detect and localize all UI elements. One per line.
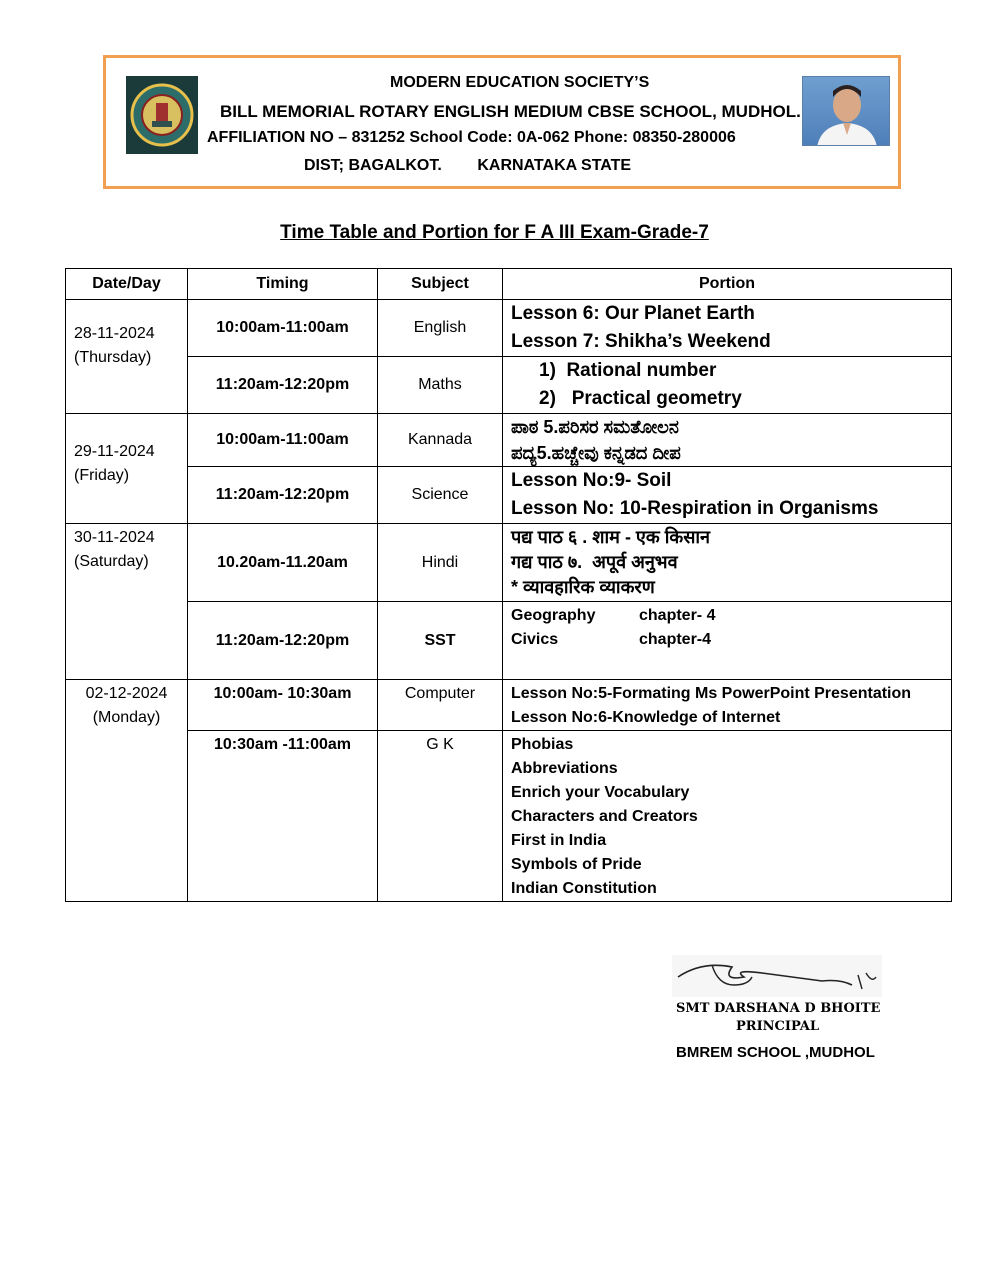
portion-cell: पद्य पाठ ६ . शाम - एक किसान गद्य पाठ ७. अपूर्व अनुभव * व्यावहारिक व्याकरण xyxy=(503,524,952,602)
signature-image xyxy=(672,955,882,997)
portion-cell: Lesson 6: Our Planet Earth Lesson 7: Shikha’s Weekend xyxy=(503,300,952,357)
table-row xyxy=(66,680,952,731)
timing-cell: 11:20am-12:20pm xyxy=(188,602,378,680)
portion-cell: Lesson No:9- Soil Lesson No: 10-Respiration in Organisms xyxy=(503,467,952,524)
timetable xyxy=(65,268,952,902)
header-district: DIST; BAGALKOT. KARNATAKA STATE xyxy=(304,157,632,174)
timing-cell: 10:00am-11:00am xyxy=(188,300,378,357)
table-header-row xyxy=(66,269,952,300)
timing-cell: 10:00am-11:00am xyxy=(188,414,378,467)
header-date: Date/Day xyxy=(66,269,188,300)
subject-cell: English xyxy=(378,300,503,357)
header-subject: Subject xyxy=(378,269,503,300)
subject-cell: Kannada xyxy=(378,414,503,467)
timing-cell: 11:20am-12:20pm xyxy=(188,357,378,414)
header-society: MODERN EDUCATION SOCIETY’S xyxy=(390,74,650,91)
subject-cell: Hindi xyxy=(378,524,503,602)
date-cell: 29-11-2024 (Friday) xyxy=(66,414,188,524)
subject-cell: Maths xyxy=(378,357,503,414)
principal-role: PRINCIPAL xyxy=(736,1019,820,1034)
timing-cell: 10.20am-11.20am xyxy=(188,524,378,602)
portrait-photo-icon xyxy=(802,76,890,146)
header-portion: Portion xyxy=(503,269,952,300)
date-cell: 02-12-2024 (Monday) xyxy=(66,680,188,902)
date-cell: 30-11-2024 (Saturday) xyxy=(66,524,188,680)
table-row xyxy=(66,357,952,414)
principal-name: SMT DARSHANA D BHOITE xyxy=(676,1001,881,1016)
subject-cell: SST xyxy=(378,602,503,680)
subject-cell: Computer xyxy=(378,680,503,731)
header-affiliation: AFFILIATION NO – 831252 School Code: 0A-062 Phone: 08350-280006 xyxy=(207,129,736,146)
school-short-name: BMREM SCHOOL ,MUDHOL xyxy=(676,1044,875,1061)
subject-cell: Science xyxy=(378,467,503,524)
table-row xyxy=(66,524,952,602)
page-title: Time Table and Portion for F A III Exam-Grade-7 xyxy=(280,222,709,243)
timing-cell: 10:30am -11:00am xyxy=(188,731,378,902)
table-row xyxy=(66,602,952,680)
table-row xyxy=(66,414,952,467)
header-timing: Timing xyxy=(188,269,378,300)
table-row xyxy=(66,731,952,902)
timing-cell: 10:00am- 10:30am xyxy=(188,680,378,731)
date-cell: 28-11-2024 (Thursday) xyxy=(66,300,188,414)
header-school-name: BILL MEMORIAL ROTARY ENGLISH MEDIUM CBSE SCHOOL, MUDHOL. xyxy=(220,102,801,121)
subject-cell: G K xyxy=(378,731,503,902)
school-emblem-icon xyxy=(126,76,198,154)
portion-cell: Lesson No:5-Formating Ms PowerPoint Presentation Lesson No:6-Knowledge of Internet xyxy=(503,680,952,731)
portion-cell: Phobias Abbreviations Enrich your Vocabulary Characters and Creators First in India Symbols of Pride Indian Constitution xyxy=(503,731,952,902)
table-row xyxy=(66,467,952,524)
school-header xyxy=(103,55,901,189)
timing-cell: 11:20am-12:20pm xyxy=(188,467,378,524)
portion-cell: Geography chapter- 4 Civics chapter-4 xyxy=(503,602,952,680)
portion-cell: 1) Rational number 2) Practical geometry xyxy=(503,357,952,414)
table-row xyxy=(66,300,952,357)
portion-cell: ಪಾಠ 5.ಪರಿಸರ ಸಮತೋಲನ ಪದ್ಯ5.ಹಚ್ಚೇವು ಕನ್ನಡದ ದೀಪ xyxy=(503,414,952,467)
